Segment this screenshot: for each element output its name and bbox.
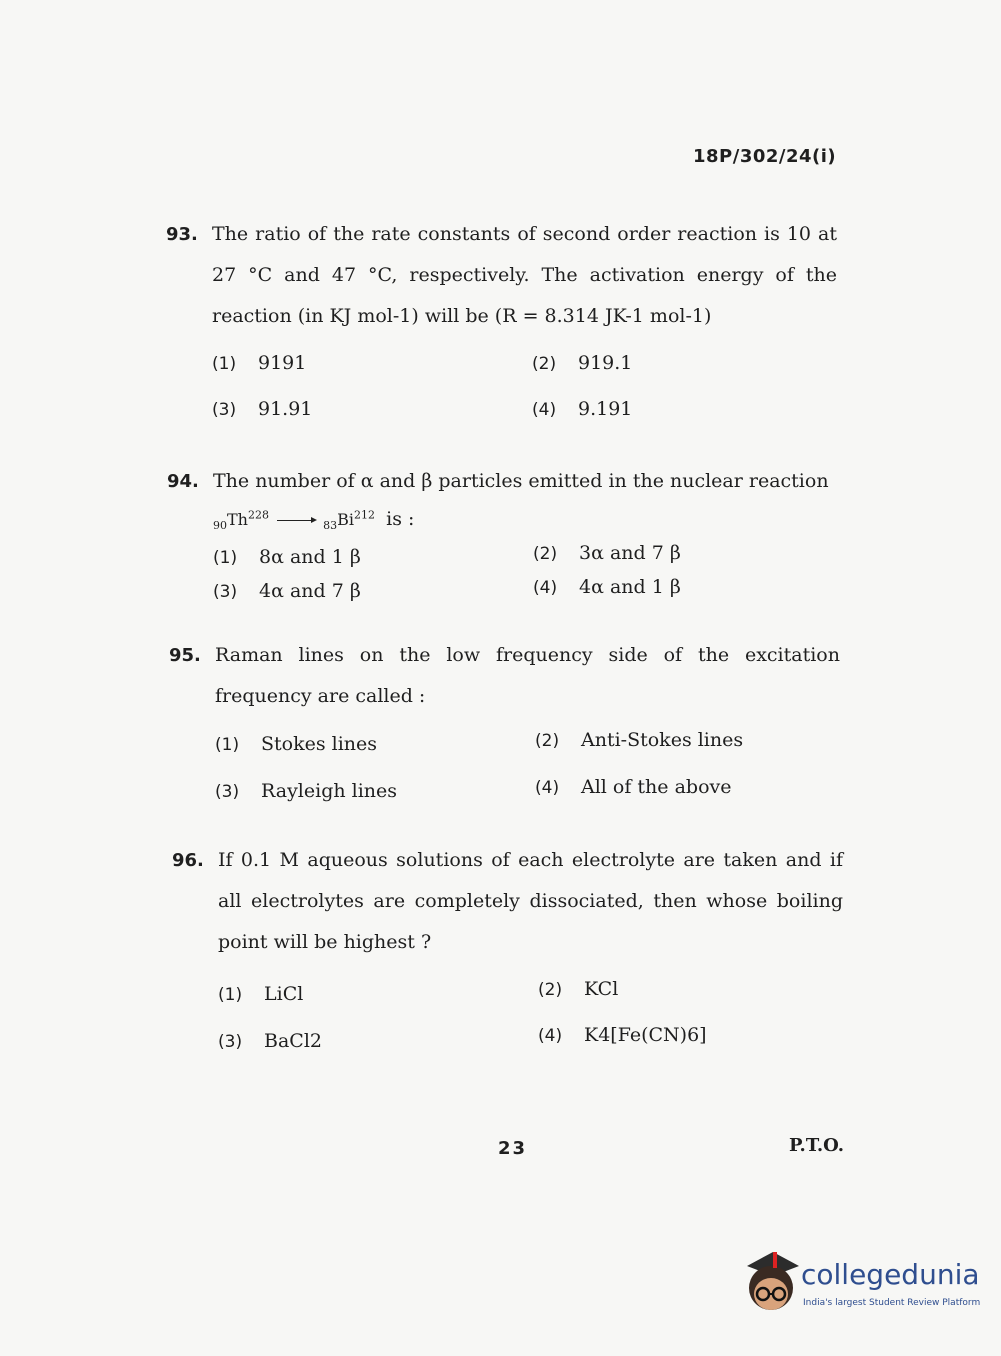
- option-4: [533, 576, 681, 598]
- reaction-suffix: is :: [386, 508, 415, 530]
- option-label: (3): [212, 400, 237, 420]
- option-label: (4): [535, 778, 560, 798]
- question-number: 94.: [167, 471, 199, 492]
- option-label: (4): [532, 400, 557, 420]
- paper-code: 18P/302/24(i): [693, 146, 837, 167]
- option-text: All of the above: [581, 776, 732, 798]
- option-label: (3): [213, 582, 238, 602]
- option-label: (4): [538, 1026, 563, 1046]
- option-2: [533, 542, 681, 564]
- question-96: [172, 840, 843, 963]
- option-2: [532, 352, 632, 374]
- brand-tagline: India's largest Student Review Platform: [803, 1298, 981, 1308]
- option-label: (1): [212, 354, 237, 374]
- option-text: 9.191: [578, 398, 633, 420]
- option-3: [213, 580, 361, 602]
- question-text: The ratio of the rate constants of second order reaction is 10 at 27 °C and 47 °C, respectively. The activation energy of the reaction (in KJ mol-1) will be (R = 8.314 JK-1 mol-1): [212, 223, 837, 327]
- option-3: [212, 398, 312, 420]
- collegedunia-watermark: [743, 1248, 981, 1328]
- option-2: [535, 729, 743, 751]
- option-text: KCl: [584, 978, 619, 1000]
- question-95: [169, 635, 840, 717]
- brand-name: collegedunia: [801, 1258, 980, 1291]
- option-label: (2): [532, 354, 557, 374]
- option-3: [215, 780, 397, 802]
- option-text: 91.91: [258, 398, 313, 420]
- question-number: 95.: [169, 645, 201, 666]
- question-text: If 0.1 M aqueous solutions of each electrolyte are taken and if all electrolytes are completely dissociated, then whose boiling point will be highest ?: [218, 849, 843, 953]
- mascot-logo-icon: [743, 1248, 801, 1318]
- option-2: [538, 978, 618, 1000]
- option-label: (1): [218, 985, 243, 1005]
- option-text: 4α and 7 β: [259, 580, 361, 602]
- option-text: Stokes lines: [261, 733, 378, 755]
- pto-label: P.T.O.: [789, 1135, 845, 1156]
- option-4: [538, 1024, 707, 1046]
- question-number: 96.: [172, 850, 204, 871]
- question-text: Raman lines on the low frequency side of the excitation frequency are called :: [215, 644, 840, 707]
- question-text: The number of α and β particles emitted in the nuclear reaction: [213, 470, 829, 492]
- option-label: (2): [535, 731, 560, 751]
- option-1: [212, 352, 306, 374]
- option-label: (2): [533, 544, 558, 564]
- option-text: 919.1: [578, 352, 633, 374]
- option-1: [213, 546, 361, 568]
- option-label: (4): [533, 578, 558, 598]
- option-4: [535, 776, 732, 798]
- option-label: (3): [215, 782, 240, 802]
- reactant-mass-number: 228: [247, 508, 269, 522]
- question-number: 93.: [166, 224, 198, 245]
- option-text: LiCl: [264, 983, 304, 1005]
- option-text: 3α and 7 β: [579, 542, 681, 564]
- option-text: Anti-Stokes lines: [581, 729, 744, 751]
- page-number: 23: [498, 1138, 528, 1159]
- option-label: (1): [213, 548, 238, 568]
- product-symbol: Bi: [337, 510, 355, 529]
- option-label: (2): [538, 980, 563, 1000]
- option-text: Rayleigh lines: [261, 780, 398, 802]
- reaction-arrow-icon: [277, 520, 315, 521]
- option-label: (1): [215, 735, 240, 755]
- option-text: 4α and 1 β: [579, 576, 681, 598]
- reactant-symbol: Th: [227, 510, 248, 529]
- reactant-atomic-number: 90: [213, 519, 227, 533]
- product-mass-number: 212: [354, 508, 376, 522]
- option-4: [532, 398, 632, 420]
- option-text: K4[Fe(CN)6]: [584, 1024, 707, 1046]
- option-3: [218, 1030, 322, 1052]
- nuclear-reaction: [213, 508, 414, 532]
- option-label: (3): [218, 1032, 243, 1052]
- option-1: [218, 983, 303, 1005]
- product-atomic-number: 83: [323, 519, 338, 533]
- option-text: 8α and 1 β: [259, 546, 361, 568]
- question-93: [166, 214, 837, 337]
- option-1: [215, 733, 377, 755]
- question-94: [167, 461, 838, 502]
- option-text: 9191: [258, 352, 307, 374]
- option-text: BaCl2: [264, 1030, 322, 1052]
